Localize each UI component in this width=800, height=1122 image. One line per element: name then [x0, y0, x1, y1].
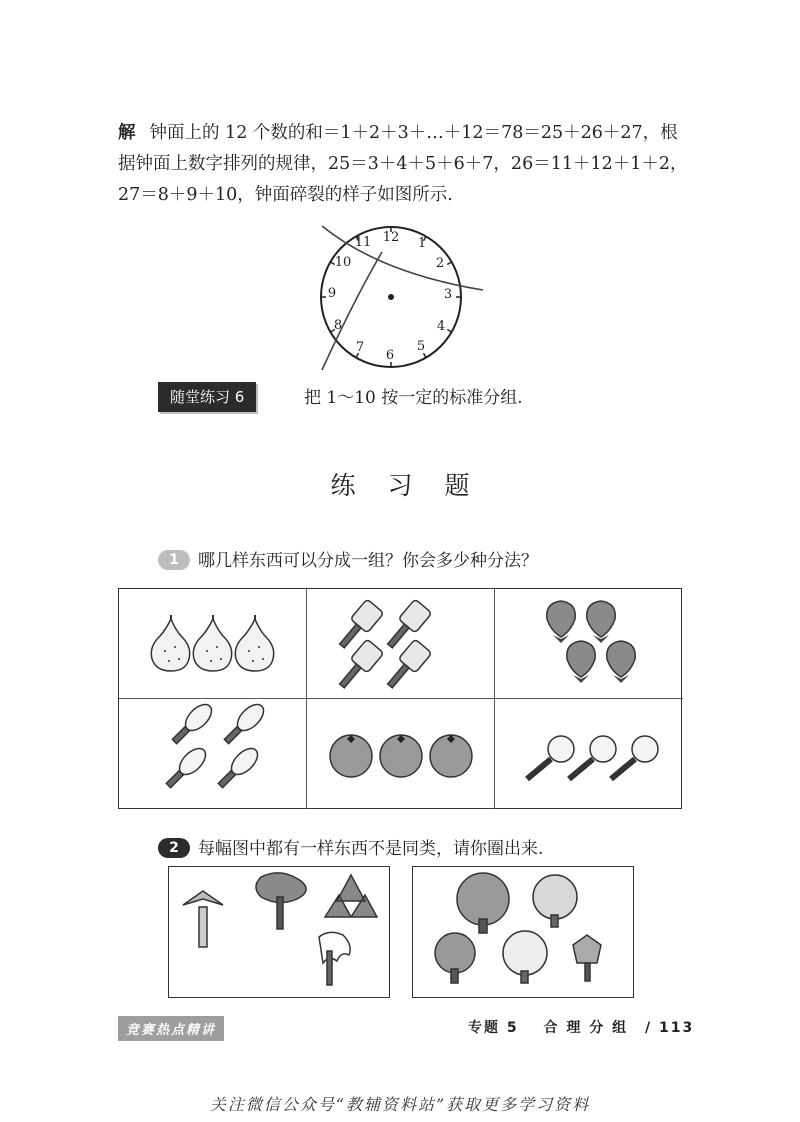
broken-clock-diagram	[300, 218, 500, 378]
question-text: 哪几样东西可以分成一组？你会多少种分法？	[198, 551, 538, 571]
practice-text: 把 1～10 按一定的标准分组.	[304, 388, 523, 408]
q2-picture-box-flowering-trees	[412, 866, 634, 998]
solution-lead: 解	[118, 123, 136, 143]
clock-number: 7	[355, 340, 365, 355]
clock-number: 3	[443, 287, 453, 302]
grid-cell-spatulas	[307, 589, 495, 699]
question-1	[158, 546, 538, 571]
whisk-icon	[119, 699, 307, 809]
clock-number: 4	[436, 319, 446, 334]
clock-center	[388, 294, 394, 300]
solution-paragraph	[118, 118, 688, 211]
clock-number: 10	[334, 255, 352, 270]
grid-cell-pears	[119, 589, 307, 699]
footer-page-number: / 113	[645, 1020, 695, 1036]
clock-number: 11	[354, 235, 372, 250]
footer-topic: 专题 5	[468, 1020, 519, 1036]
section-title: 练习题	[330, 471, 502, 500]
question-text: 每幅图中都有一样东西不是同类，请你圈出来.	[198, 839, 544, 859]
clock-number: 8	[333, 318, 343, 333]
frying-pan-icon	[495, 699, 683, 809]
question-number: 1	[158, 550, 190, 570]
solution-text: 钟面上的 12 个数的和＝1＋2＋3＋…＋12＝78＝25＋26＋27，根据钟面上数字排列的规律，25＝3＋4＋5＋6＋7，26＝11＋12＋1＋2，27＝8＋9＋10，钟面碎裂的样子如图所示.	[118, 123, 688, 205]
footer-watermark-note: 关注微信公众号“教辅资料站”获取更多学习资料	[209, 1095, 591, 1114]
clock-number: 12	[382, 230, 400, 245]
orange-icon	[307, 699, 495, 809]
flowering-tree-group-icon	[413, 867, 632, 996]
q2-picture-box-trees	[168, 866, 390, 998]
clock-number: 5	[416, 339, 426, 354]
practice-badge: 随堂练习 6	[158, 382, 256, 412]
grid-cell-whisks	[119, 699, 307, 809]
clock-number: 9	[327, 286, 337, 301]
clock-number: 6	[385, 348, 395, 363]
pear-icon	[119, 589, 307, 699]
footer-series-badge: 竞赛热点精讲	[118, 1016, 224, 1041]
practice-badge-wrap	[158, 382, 256, 412]
tree-group-icon	[169, 867, 388, 996]
q1-picture-grid	[118, 588, 682, 809]
question-number: 2	[158, 838, 190, 858]
grid-cell-strawberries	[495, 589, 683, 699]
strawberry-icon	[495, 589, 683, 699]
spatula-icon	[307, 589, 495, 699]
footer-page-info	[468, 1017, 694, 1037]
grid-cell-oranges	[307, 699, 495, 809]
clock-number: 1	[417, 236, 427, 251]
clock-number: 2	[435, 256, 445, 271]
question-2	[158, 834, 543, 859]
grid-cell-frying-pans	[495, 699, 683, 809]
footer-topic-name: 合 理 分 组	[543, 1020, 629, 1036]
